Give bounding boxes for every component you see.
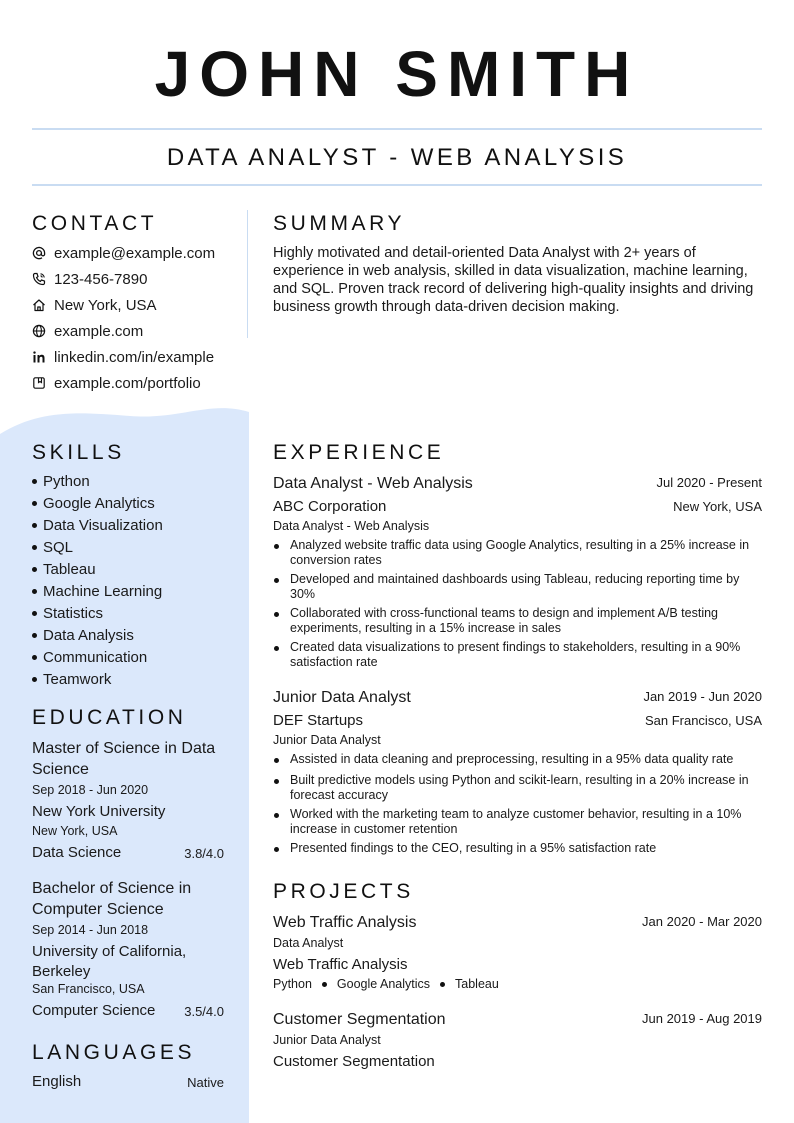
job-bullet: Presented findings to the CEO, resulting in a 95% satisfaction rate — [273, 841, 763, 856]
education-dates: Sep 2018 - Jun 2020 — [32, 783, 149, 797]
contact-portfolio[interactable] — [32, 373, 201, 393]
job-role: Junior Data Analyst — [273, 733, 381, 747]
education-degree: Bachelor of Science in Computer Science — [32, 880, 192, 918]
portfolio-icon — [32, 376, 46, 390]
project-role: Data Analyst — [273, 936, 344, 950]
skill-item: Statistics — [32, 604, 103, 624]
project-tech-item: Tableau — [455, 977, 499, 991]
education-location: New York, USA — [32, 824, 118, 838]
education-location: San Francisco, USA — [32, 982, 145, 996]
linkedin-icon — [32, 350, 46, 364]
job-bullet: Built predictive models using Python and scikit-learn, resulting in a 20% increase in forecast accuracy — [273, 773, 763, 803]
job-bullet: Developed and maintained dashboards using Tableau, reducing reporting time by 30% — [273, 572, 763, 602]
resume-name: JOHN SMITH — [154, 38, 640, 110]
job-title: Junior Data Analyst — [273, 689, 411, 706]
skill-item: Communication — [32, 648, 147, 668]
phone-icon — [32, 272, 46, 286]
education-dates: Sep 2014 - Jun 2018 — [32, 923, 149, 937]
resume-title: DATA ANALYST - WEB ANALYSIS — [166, 144, 628, 171]
skill-item: Data Visualization — [32, 516, 163, 536]
education-field: Data Science — [32, 844, 122, 861]
job-bullet: Collaborated with cross-functional teams to design and implement A/B testing experiments, resulting in a 15% increase in sales — [273, 606, 763, 636]
home-icon — [32, 298, 46, 312]
project-dates: Jun 2019 - Aug 2019 — [642, 1011, 762, 1026]
summary-heading: SUMMARY — [273, 212, 406, 235]
project-title: Customer Segmentation — [273, 1011, 446, 1028]
contact-portfolio-text: example.com/portfolio — [54, 374, 201, 392]
skill-item: SQL — [32, 538, 73, 558]
projects-heading: PROJECTS — [273, 880, 414, 903]
contact-website-text: example.com — [54, 322, 144, 340]
project-dates: Jan 2020 - Mar 2020 — [642, 914, 762, 929]
project-tech-item: Python — [273, 977, 312, 991]
skill-item: Google Analytics — [32, 494, 155, 514]
education-heading: EDUCATION — [32, 706, 187, 729]
skill-item: Teamwork — [32, 670, 111, 690]
contact-website[interactable] — [32, 321, 143, 341]
contact-location-text: New York, USA — [54, 296, 157, 314]
project-description: Customer Segmentation — [273, 1053, 435, 1070]
job-company: DEF Startups — [273, 712, 364, 729]
languages-heading: LANGUAGES — [32, 1041, 196, 1064]
contact-email[interactable] — [32, 243, 215, 263]
language-level: Native — [187, 1075, 224, 1090]
experience-heading: EXPERIENCE — [273, 441, 445, 464]
job-bullet: Assisted in data cleaning and preprocessing, resulting in a 95% data quality rate — [273, 752, 763, 767]
job-bullet: Worked with the marketing team to analyze customer behavior, resulting in a 10% increase in customer retention — [273, 807, 763, 837]
tech-separator — [322, 982, 327, 987]
education-field: Computer Science — [32, 1002, 156, 1019]
project-tech-item: Google Analytics — [336, 977, 431, 991]
job-bullet: Created data visualizations to present findings to stakeholders, resulting in a 90% satisfaction rate — [273, 640, 763, 670]
skill-item: Data Analysis — [32, 626, 134, 646]
skill-item: Machine Learning — [32, 582, 162, 602]
column-divider — [247, 210, 248, 338]
contact-linkedin-text: linkedin.com/in/example — [54, 348, 215, 366]
project-role: Junior Data Analyst — [273, 1033, 381, 1047]
education-degree: Master of Science in Data Science — [32, 740, 216, 778]
job-location: New York, USA — [673, 499, 762, 514]
education-school: New York University — [32, 803, 166, 820]
project-tech-list — [273, 976, 499, 993]
job-dates: Jan 2019 - Jun 2020 — [643, 689, 762, 704]
skill-item: Tableau — [32, 560, 96, 580]
job-dates: Jul 2020 - Present — [656, 475, 762, 490]
summary-text: Highly motivated and detail-oriented Data Analyst with 2+ years of experience in web analysis, skilled in data visualization, machine learning, and SQL. Proven track record of delivering high-quality insights and driving business growth through data-driven decision making. — [273, 245, 754, 315]
at-icon — [32, 246, 46, 260]
contact-linkedin[interactable] — [32, 347, 214, 367]
contact-phone[interactable] — [32, 269, 147, 289]
header-divider-bottom — [32, 184, 762, 186]
contact-email-text: example@example.com — [54, 244, 216, 262]
skill-item: Python — [32, 472, 90, 492]
contact-phone-text: 123-456-7890 — [54, 270, 148, 288]
language-name: English — [32, 1073, 82, 1090]
skills-heading: SKILLS — [32, 441, 125, 464]
job-role: Data Analyst - Web Analysis — [273, 519, 430, 533]
contact-location — [32, 295, 157, 315]
tech-separator — [440, 982, 445, 987]
job-location: San Francisco, USA — [644, 713, 762, 728]
education-school: University of California, Berkeley — [32, 943, 187, 980]
education-gpa: 3.5/4.0 — [184, 1004, 224, 1019]
project-title: Web Traffic Analysis — [273, 914, 417, 931]
contact-heading: CONTACT — [32, 212, 158, 235]
header-divider-top — [32, 128, 762, 130]
globe-icon — [32, 324, 46, 338]
education-gpa: 3.8/4.0 — [184, 846, 224, 861]
job-company: ABC Corporation — [273, 498, 387, 515]
job-bullet: Analyzed website traffic data using Google Analytics, resulting in a 25% increase in conversion rates — [273, 538, 763, 568]
job-title: Data Analyst - Web Analysis — [273, 475, 473, 492]
project-description: Web Traffic Analysis — [273, 956, 408, 973]
